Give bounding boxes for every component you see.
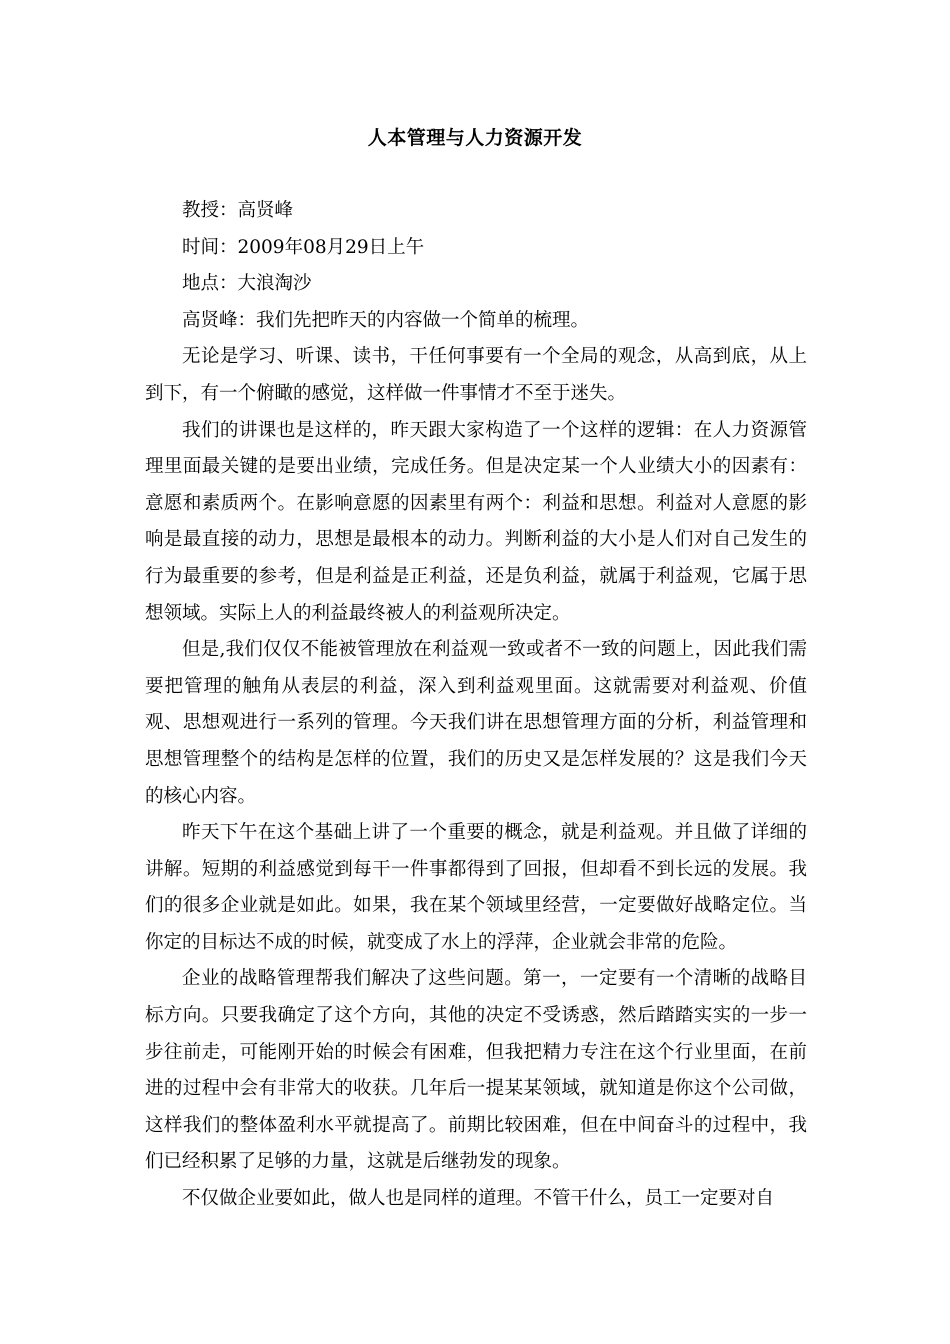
paragraph: 不仅做企业要如此，做人也是同样的道理。不管干什么，员工一定要对自 xyxy=(182,1188,775,1210)
document-body xyxy=(145,193,807,1218)
paragraph: 高贤峰：我们先把昨天的内容做一个简单的梳理。 xyxy=(182,309,590,331)
paragraph: 我们的讲课也是这样的，昨天跟大家构造了一个这样的逻辑：在人力资源管理里面最关键的是要出业绩，完成任务。但是决定某一个人业绩大小的因素有：意愿和素质两个。在影响意愿的因素里有两个：利益和思想。利益对人意愿的影响是最直接的动力，思想是最根本的动力。判断利益的大小是人们对自己发生的行为最重要的参考，但是利益是正利益，还是负利益，就属于利益观，它属于思想领域。实际上人的利益最终被人的利益观所决定。 xyxy=(145,419,807,624)
document-title: 人本管理与人力资源开发 xyxy=(367,127,583,149)
meta-professor: 教授：高贤峰 xyxy=(182,200,294,221)
meta-place: 地点：大浪淘沙 xyxy=(182,273,312,295)
paragraph: 企业的战略管理帮我们解决了这些问题。第一，一定要有一个清晰的战略目标方向。只要我确定了这个方向，其他的决定不受诱惑，然后踏踏实实的一步一步往前走，可能刚开始的时候会有困难，但我把精力专注在这个行业里面，在前进的过程中会有非常大的收获。几年后一提某某领域，就知道是你这个公司做，这样我们的整体盈利水平就提高了。前期比较困难，但在中间奋斗的过程中，我们已经积累了足够的力量，这就是后继勃发的现象。 xyxy=(145,968,807,1173)
paragraph: 无论是学习、听课、读书，干任何事要有一个全局的观念，从高到底，从上到下，有一个俯瞰的感觉，这样做一件事情才不至于迷失。 xyxy=(145,346,807,404)
paragraph: 但是,我们仅仅不能被管理放在利益观一致或者不一致的问题上，因此我们需要把管理的触角从表层的利益，深入到利益观里面。这就需要对利益观、价值观、思想观进行一系列的管理。今天我们讲在思想管理方面的分析，利益管理和思想管理整个的结构是怎样的位置，我们的历史又是怎样发展的？这是我们今天的核心内容。 xyxy=(145,639,807,807)
meta-time: 时间：2009年08月29日上午 xyxy=(182,236,425,258)
paragraph: 昨天下午在这个基础上讲了一个重要的概念，就是利益观。并且做了详细的讲解。短期的利益感觉到每干一件事都得到了回报，但却看不到长远的发展。我们的很多企业就是如此。如果，我在某个领域里经营，一定要做好战略定位。当你定的目标达不成的时候，就变成了水上的浮萍，企业就会非常的危险。 xyxy=(145,822,807,953)
